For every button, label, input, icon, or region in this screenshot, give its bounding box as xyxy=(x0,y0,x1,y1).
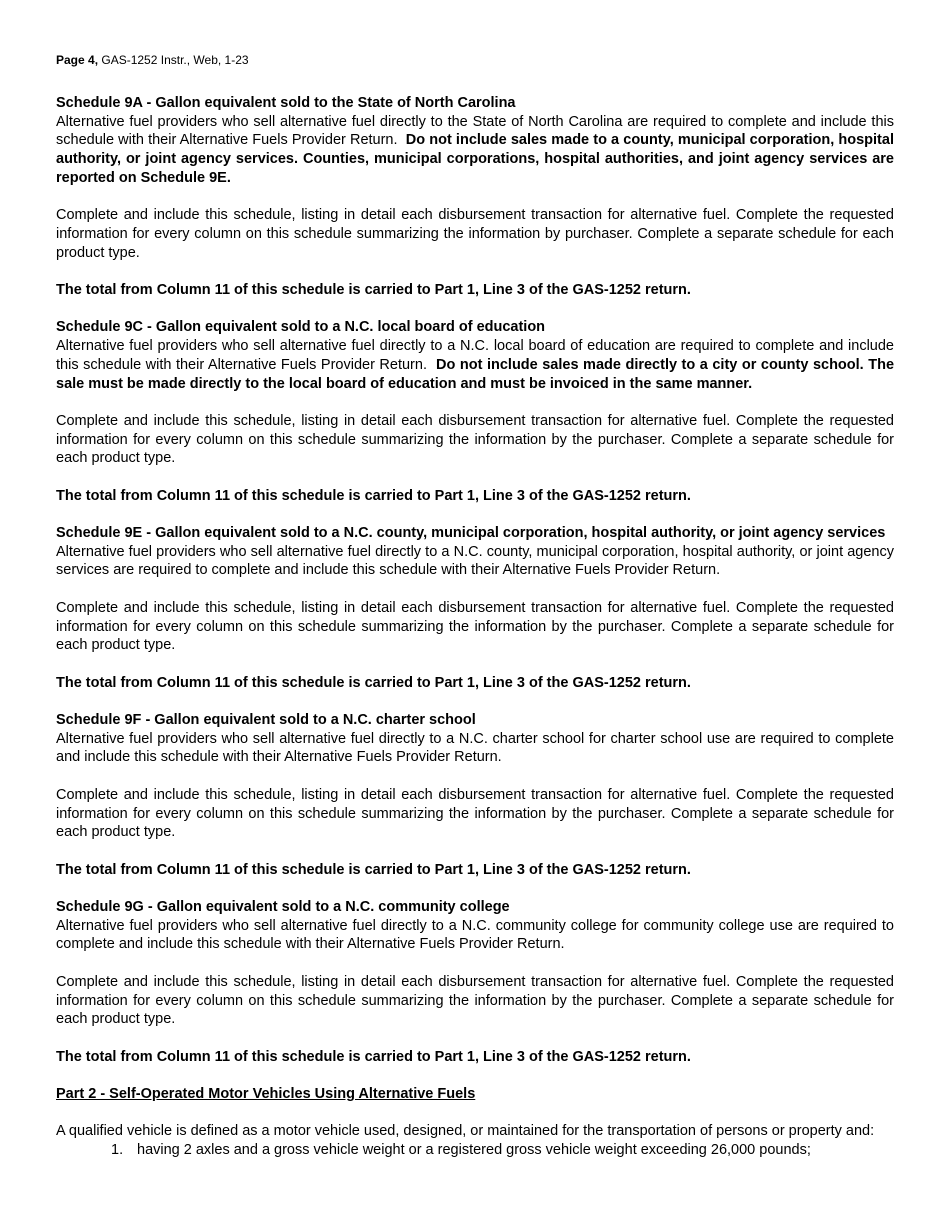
schedule-9c-intro xyxy=(56,337,894,393)
part-2-heading: Part 2 - Self-Operated Motor Vehicles Using Alternative Fuels xyxy=(56,1086,476,1103)
schedule-9a-total-note: The total from Column 11 of this schedule is carried to Part 1, Line 3 of the GAS-1252 return. xyxy=(56,282,691,298)
schedule-9c-intro-text: Alternative fuel providers who sell alternative fuel directly to a N.C. local board of education are required to complete and include this schedule with their Alternative Fuels Provider Return. xyxy=(56,338,894,373)
schedule-9g-heading: Schedule 9G - Gallon equivalent sold to a N.C. community college xyxy=(56,899,510,916)
schedule-9e-heading: Schedule 9E - Gallon equivalent sold to a N.C. county, municipal corporation, hospital authority, or joint agency services xyxy=(56,525,886,542)
document-reference: GAS-1252 Instr., Web, 1-23 xyxy=(101,53,249,67)
page-number-label: Page 4, xyxy=(56,53,99,67)
schedule-9a-intro-text: Alternative fuel providers who sell alternative fuel directly to the State of North Carolina are required to complete and include this schedule with their Alternative Fuels Provider Return. xyxy=(56,113,894,149)
schedule-9f-section xyxy=(56,711,894,898)
schedule-9a-heading: Schedule 9A - Gallon equivalent sold to the State of North Carolina xyxy=(56,95,516,111)
schedule-9c-exclusion-note: Do not include sales made directly to a city or county school. The sale must be made directly to the local board of education and must be invoiced in the same manner. xyxy=(56,356,895,392)
schedule-9g-total-note: The total from Column 11 of this schedule is carried to Part 1, Line 3 of the GAS-1252 return. xyxy=(56,1048,691,1065)
schedule-9f-instructions: Complete and include this schedule, listing in detail each disbursement transaction for alternative fuel. Complete the requested information for every column on this schedule summarizing the information by the purchaser. Complete a separate schedule for each product type. xyxy=(56,786,894,841)
schedule-9c-instructions: Complete and include this schedule, listing in detail each disbursement transaction for alternative fuel. Complete the requested information for every column on this schedule summarizing the information by the purchaser. Complete a separate schedule for each product type. xyxy=(56,412,894,467)
schedule-9a-instructions: Complete and include this schedule, listing in detail each disbursement transaction for alternative fuel. Complete the requested information for every column on this schedule summarizing the information by purchaser. Complete a separate schedule for each product type. xyxy=(56,207,894,261)
schedule-9e-section xyxy=(56,524,894,711)
schedule-9c-heading: Schedule 9C - Gallon equivalent sold to a N.C. local board of education xyxy=(56,319,546,336)
schedule-9e-total-note: The total from Column 11 of this schedule is carried to Part 1, Line 3 of the GAS-1252 return. xyxy=(56,674,691,691)
qualified-vehicle-definition: A qualified vehicle is defined as a motor vehicle used, designed, or maintained for the transportation of persons or property and: xyxy=(56,1123,875,1140)
schedule-9e-intro: Alternative fuel providers who sell alternative fuel directly to a N.C. county, municipal corporation, hospital authority, or joint agency services are required to complete and include this schedule with their Alternative Fuels Provider Return. xyxy=(56,543,894,579)
schedule-9f-heading: Schedule 9F - Gallon equivalent sold to a N.C. charter school xyxy=(56,712,476,729)
list-item-number: 1. xyxy=(111,1142,124,1159)
schedule-9g-instructions: Complete and include this schedule, listing in detail each disbursement transaction for alternative fuel. Complete the requested information for every column on this schedule summarizing the information by the purchaser. Complete a separate schedule for each product type. xyxy=(56,973,894,1028)
schedule-9f-intro: Alternative fuel providers who sell alternative fuel directly to a N.C. charter school for charter school use are required to complete and include this schedule with their Alternative Fuels Provider Return. xyxy=(56,730,894,766)
page-header xyxy=(56,53,249,67)
schedule-9g-intro: Alternative fuel providers who sell alternative fuel directly to a N.C. community college for community college use are required to complete and include this schedule with their Alternative Fuels Provider Return. xyxy=(56,917,894,953)
schedule-9e-instructions: Complete and include this schedule, listing in detail each disbursement transaction for alternative fuel. Complete the requested information for every column on this schedule summarizing the information by the purchaser. Complete a separate schedule for each product type. xyxy=(56,599,894,654)
schedule-9a-exclusion-note: Do not include sales made to a county, municipal corporation, hospital authority, or joint agency services. Counties, municipal corporations, hospital authorities, and joint agency services are reported on Schedule 9E. xyxy=(56,132,894,186)
schedule-9c-section xyxy=(56,318,894,524)
part-2-section xyxy=(56,1085,894,1160)
schedule-9a-intro xyxy=(56,113,894,188)
document-body xyxy=(56,94,894,1160)
qualified-vehicle-criteria-list xyxy=(56,1141,894,1160)
schedule-9c-total-note: The total from Column 11 of this schedule is carried to Part 1, Line 3 of the GAS-1252 return. xyxy=(56,487,691,504)
list-item-text: having 2 axles and a gross vehicle weight or a registered gross vehicle weight exceeding 26,000 pounds; xyxy=(137,1142,811,1159)
schedule-9g-section xyxy=(56,898,894,1085)
list-item xyxy=(56,1141,894,1160)
schedule-9f-total-note: The total from Column 11 of this schedule is carried to Part 1, Line 3 of the GAS-1252 return. xyxy=(56,861,691,878)
schedule-9a-section xyxy=(56,94,894,318)
